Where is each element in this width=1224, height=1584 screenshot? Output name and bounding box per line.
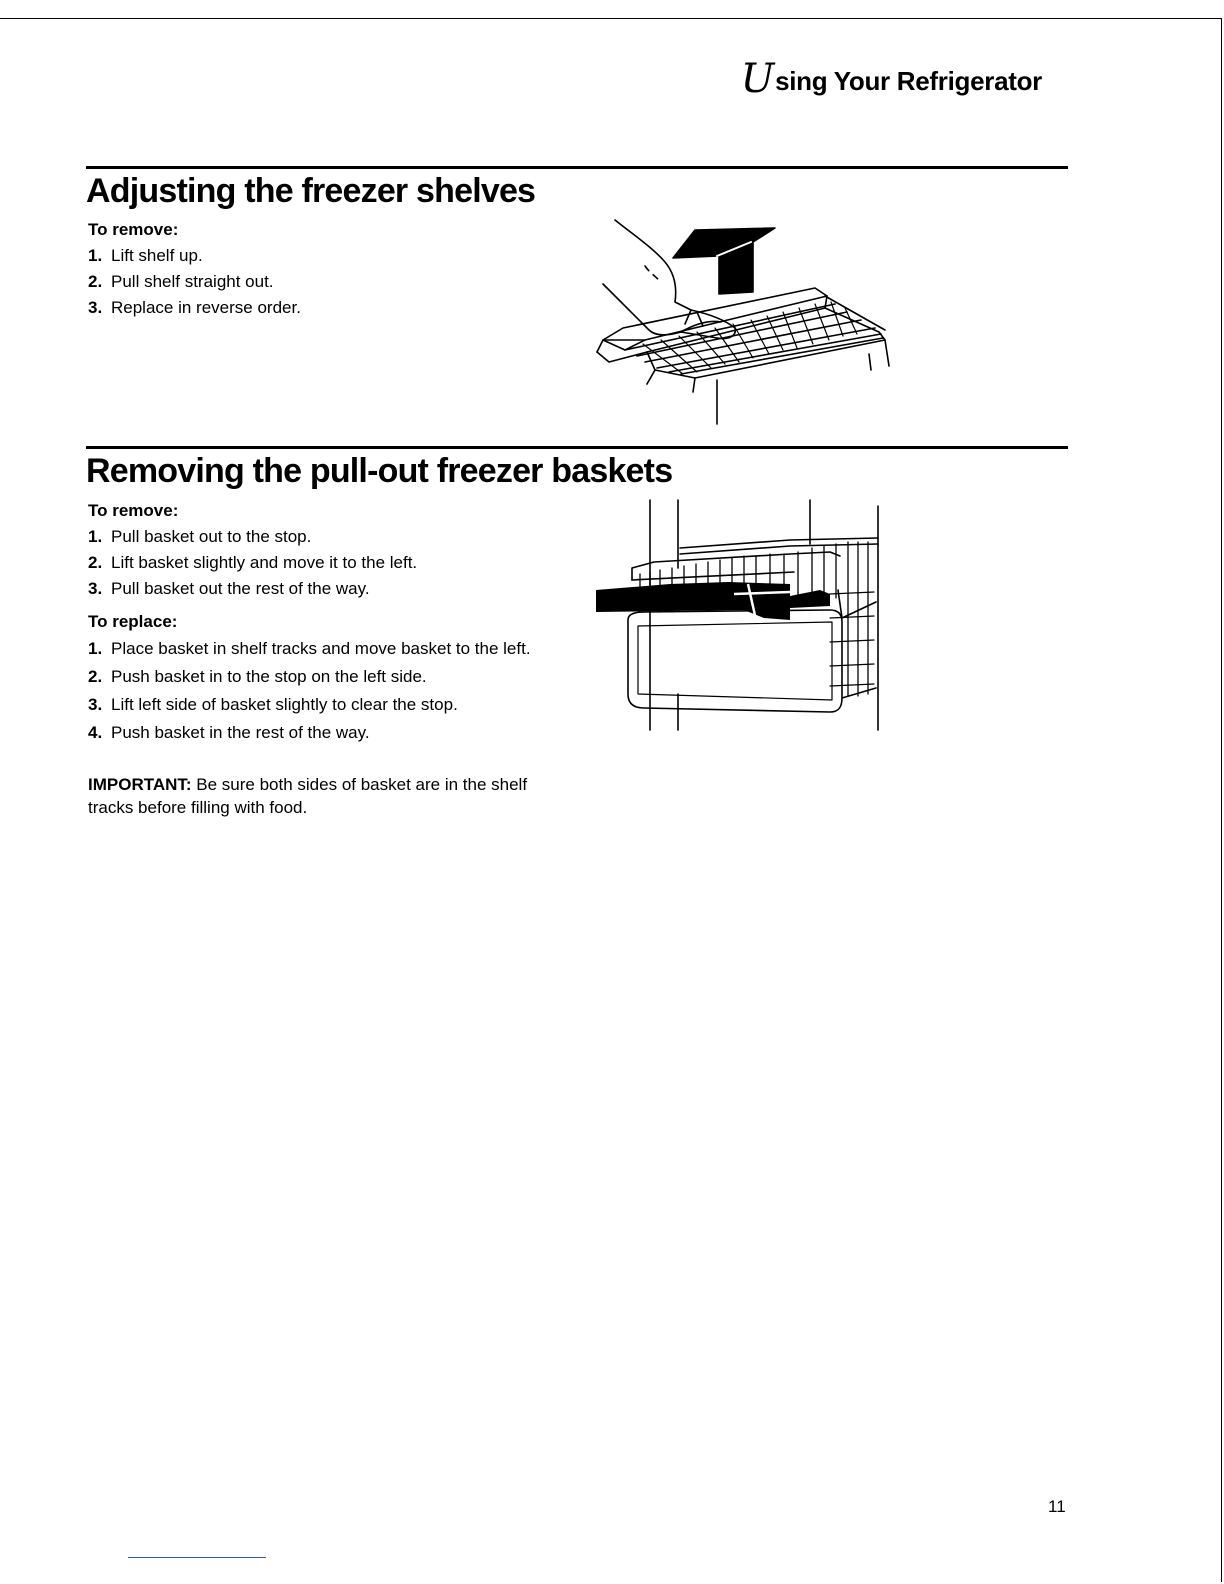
- running-head: [741, 56, 1042, 102]
- list-item: 1. Place basket in shelf tracks and move basket to the left.: [88, 639, 531, 658]
- list-item: 2. Pull shelf straight out.: [88, 272, 274, 291]
- footer-link-line[interactable]: [128, 1557, 266, 1558]
- section-rule: [86, 166, 1068, 169]
- list-item: 3. Pull basket out the rest of the way.: [88, 579, 370, 598]
- subhead-to-replace: To replace:: [88, 612, 178, 631]
- section-title-freezer-shelves: Adjusting the freezer shelves: [86, 172, 536, 210]
- freezer-shelf-lift-illustration: [585, 212, 905, 430]
- important-note: [88, 773, 558, 819]
- list-item: 1. Lift shelf up.: [88, 246, 203, 265]
- section-rule: [86, 446, 1068, 449]
- running-head-text: sing Your Refrigerator: [775, 66, 1042, 96]
- subhead-to-remove: To remove:: [88, 501, 179, 520]
- page-number: 11: [1048, 1497, 1066, 1516]
- important-text: Be sure both sides of basket are in the shelf tracks before filling with food.: [88, 775, 528, 817]
- list-item: 3. Lift left side of basket slightly to clear the stop.: [88, 695, 458, 714]
- list-item: 1. Pull basket out to the stop.: [88, 527, 312, 546]
- shelf-remove-steps: [88, 243, 301, 321]
- list-item: 3. Replace in reverse order.: [88, 298, 301, 317]
- list-item: 4. Push basket in the rest of the way.: [88, 723, 370, 742]
- important-lead: IMPORTANT:: [88, 775, 192, 794]
- freezer-basket-pullout-illustration: [594, 498, 884, 734]
- section-title-freezer-baskets: Removing the pull-out freezer baskets: [86, 452, 673, 490]
- basket-remove-steps: [88, 524, 417, 602]
- running-head-initial: U: [740, 56, 775, 102]
- basket-replace-steps: [88, 636, 551, 748]
- list-item: 2. Push basket in to the stop on the left side.: [88, 667, 427, 686]
- subhead-to-remove: To remove:: [88, 220, 179, 239]
- list-item: 2. Lift basket slightly and move it to the left.: [88, 553, 418, 572]
